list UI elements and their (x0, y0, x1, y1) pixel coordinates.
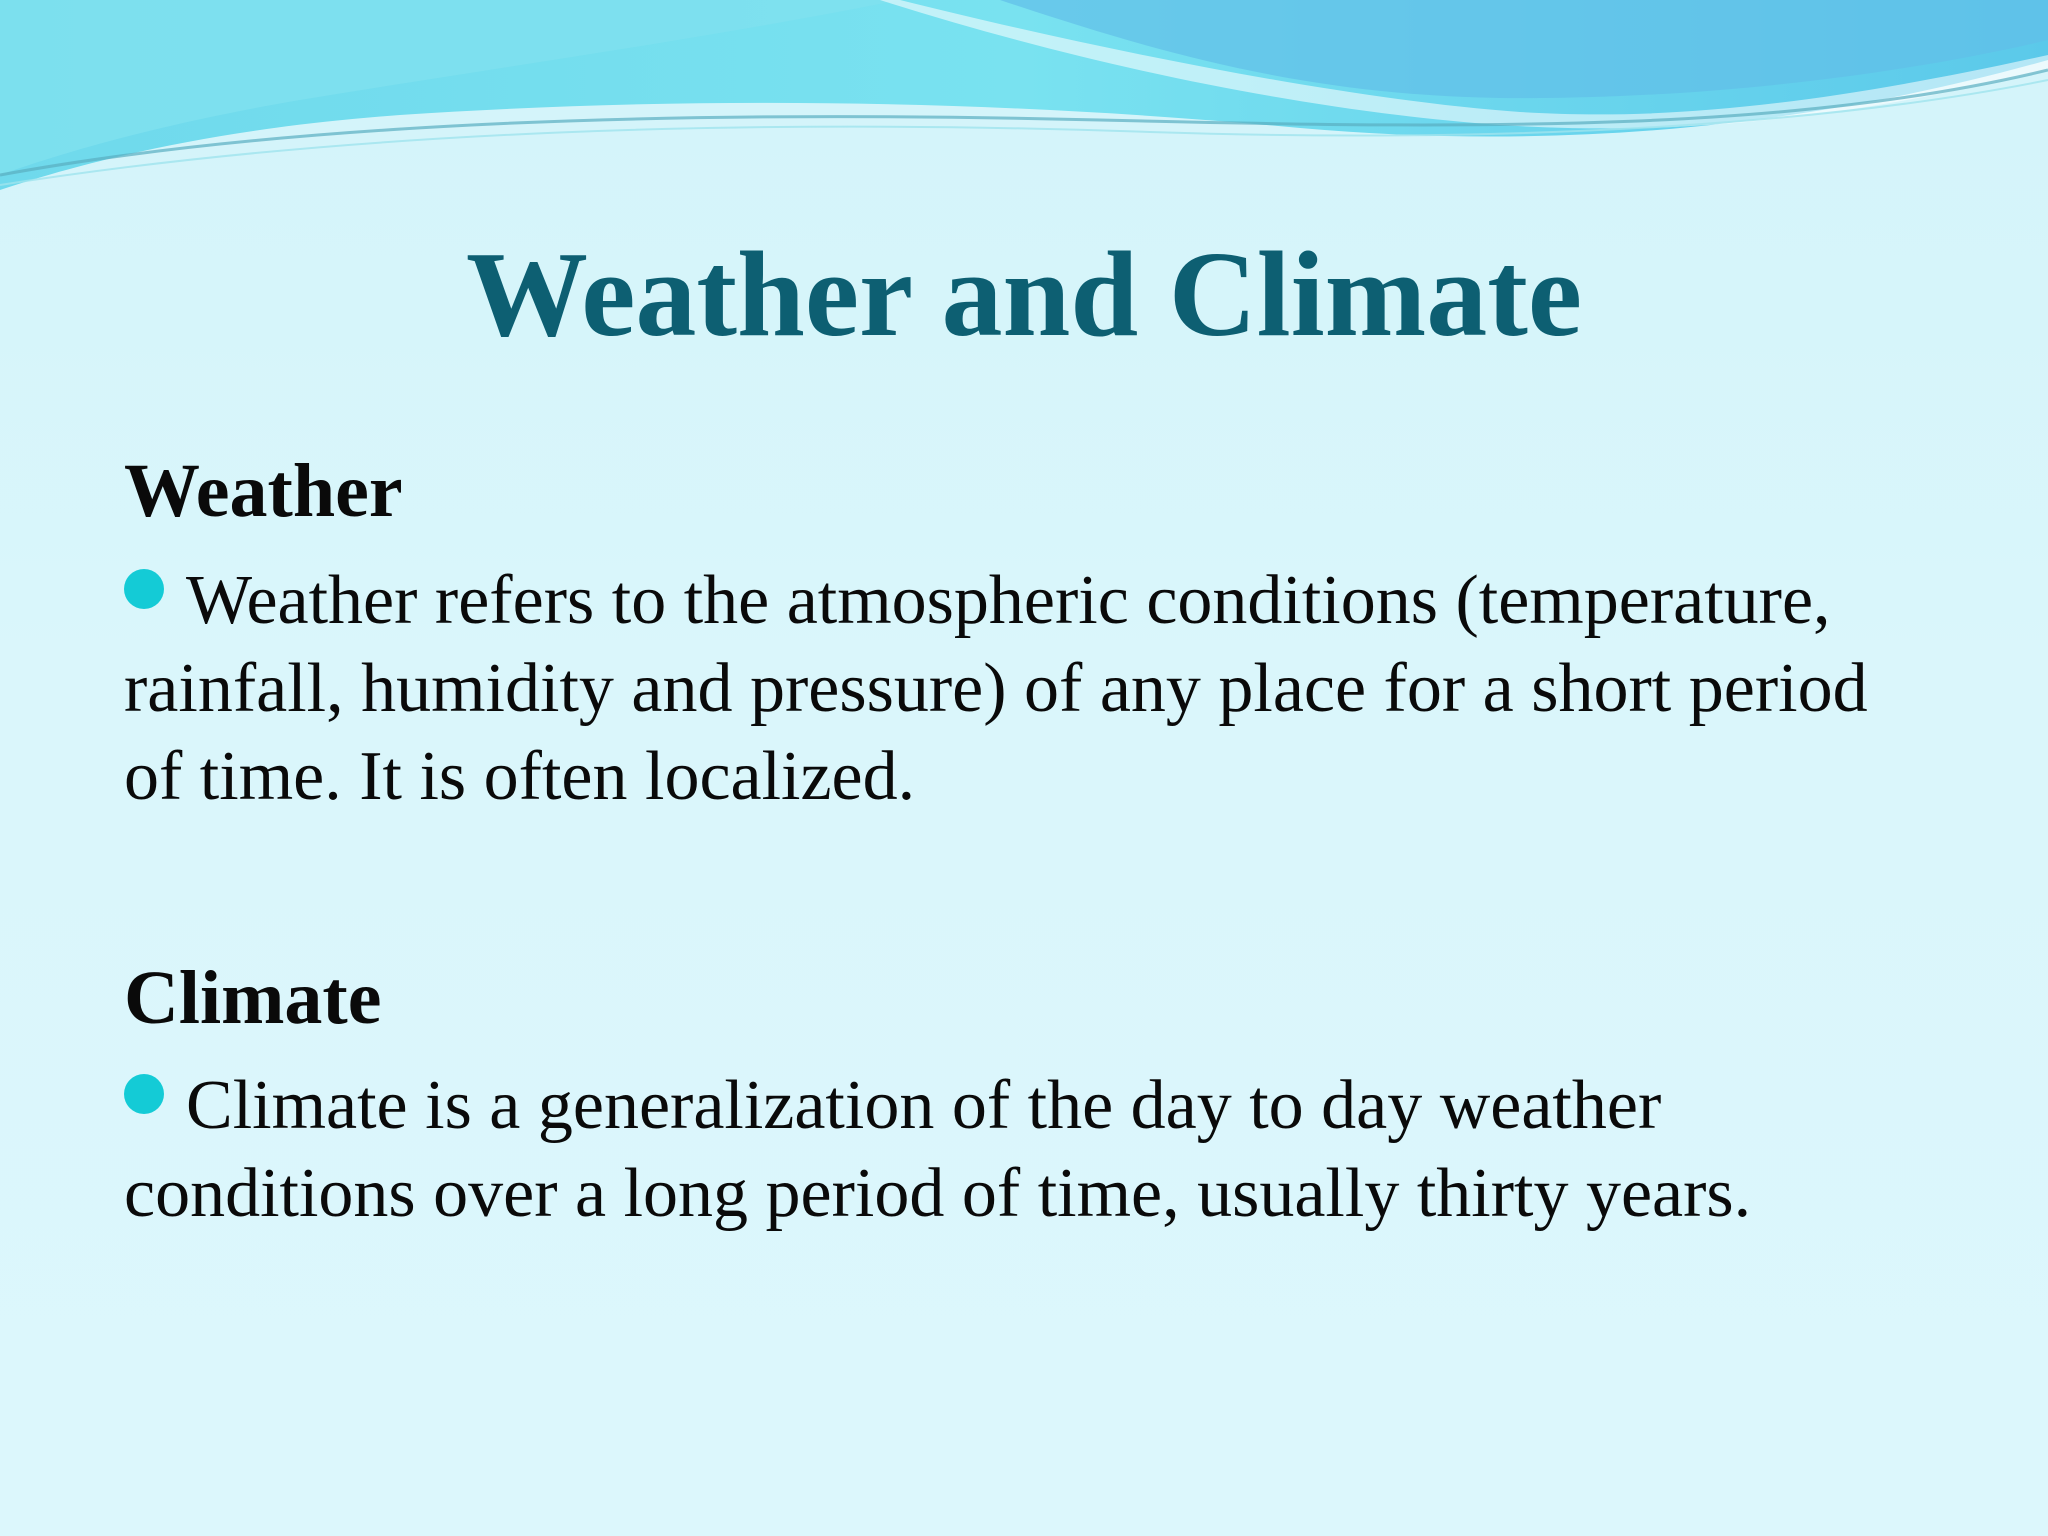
bullet-dot-icon (124, 569, 164, 609)
wave-decoration (0, 0, 2048, 240)
weather-bullet (124, 557, 1924, 821)
climate-bullet-text: Climate is a generalization of the day to day weather conditions over a long period of time, usually thirty years. (124, 1067, 1752, 1232)
weather-heading: Weather (124, 449, 403, 533)
bullet-dot-icon (124, 1074, 164, 1114)
weather-bullet-text: Weather refers to the atmospheric conditions (temperature, rainfall, humidity and pressure) of any place for a short period of time. It is often localized. (124, 562, 1868, 815)
climate-bullet (124, 1062, 1924, 1238)
climate-heading: Climate (124, 956, 382, 1040)
slide-title: Weather and Climate (466, 227, 1582, 362)
